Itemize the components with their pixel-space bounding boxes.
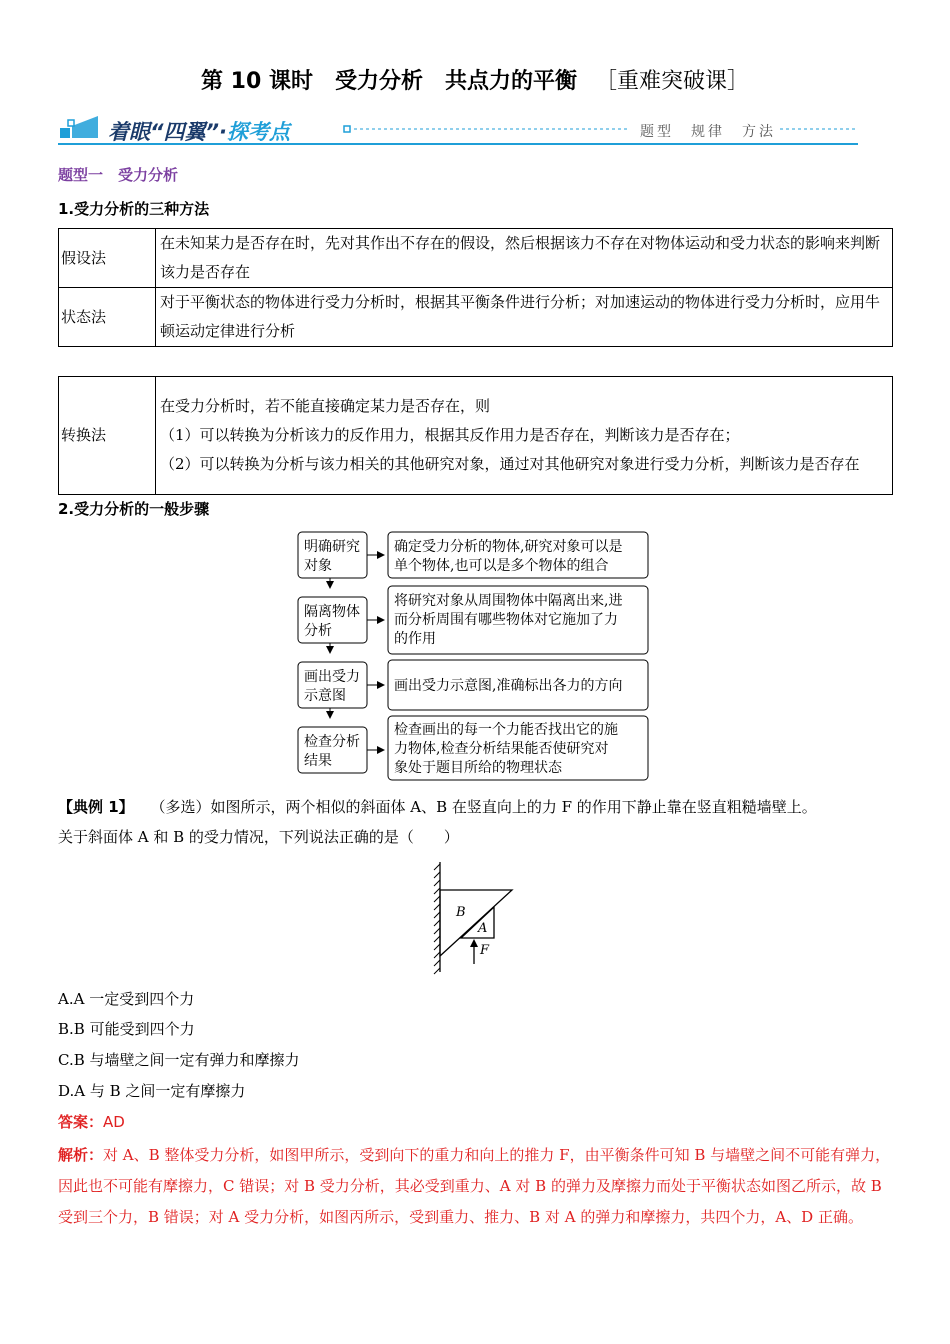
table-row [59, 229, 893, 288]
method-name: 转换法 [59, 377, 156, 495]
example-label: 【典例 1】 [58, 798, 134, 816]
banner-tab-shape [72, 116, 98, 138]
banner-accent: 探考点 [227, 120, 291, 144]
option-a: A.A 一定受到四个力 [58, 990, 195, 1008]
flow-step-label: 画出受力 [304, 669, 360, 685]
label-a: A [478, 921, 488, 936]
analysis-label: 解析： [58, 1146, 104, 1164]
flow-desc-line: 力物体,检查分析结果能否使研究对 [394, 741, 609, 757]
method-desc: 对于平衡状态的物体进行受力分析时，根据其平衡条件进行分析；对加速运动的物体进行受力分析时，应用牛顿运动定律进行分析 [156, 288, 893, 347]
conversion-table [58, 376, 893, 495]
banner-title [108, 116, 290, 146]
flow-desc-line: 的作用 [394, 631, 436, 647]
wall-hatching [434, 864, 440, 974]
flow-desc-line: 确定受力分析的物体,研究对象可以是 [394, 539, 623, 555]
analysis-text: 对 A、B 整体受力分析，如图甲所示，受到向下的重力和向上的推力 F，由平衡条件可知 B 与墙壁之间不可能有弹力，因此也不可能有摩擦力，C 错误；对 B 受力分析，其必受到重力、A 对 B 的弹力及摩擦力而处于平衡状态如图乙所示，故 B 受到三个力，B 错误；对 A 受力分析，如图丙所示，受到重力、推力、B 对 A 的弹力和摩擦力，共四个力，A、D 正确。 [58, 1146, 891, 1226]
flow-desc-line: 将研究对象从周围物体中隔离出来,进 [394, 593, 623, 609]
conversion-line: （1）可以转换为分析该力的反作用力，根据其反作用力是否存在，判断该力是否存在； [160, 426, 740, 444]
method-desc: 在未知某力是否存在时，先对其作出不存在的假设，然后根据该力不存在对物体运动和受力状态的影响来判断该力是否存在 [156, 229, 893, 288]
flow-desc-line: 而分析周围有哪些物体对它施加了力 [394, 612, 618, 628]
methods-heading: 1.受力分析的三种方法 [58, 200, 210, 218]
title-main: 第 10 课时 受力分析 共点力的平衡 [201, 69, 577, 94]
banner-lead: 着眼“四翼”· [108, 120, 228, 144]
conversion-line: 在受力分析时，若不能直接确定某力是否存在，则 [160, 397, 491, 415]
steps-flowchart [296, 530, 656, 782]
answer [58, 1111, 125, 1132]
conversion-line: （2）可以转换为分析与该力相关的其他研究对象，通过对其他研究对象进行受力分析，判断该力是否存在 [160, 455, 860, 473]
banner-small-square-icon [68, 120, 74, 126]
title-tag: ［重难突破课］ [594, 69, 749, 94]
section-heading: 题型一 受力分析 [58, 166, 179, 184]
option-c: C.B 与墙壁之间一定有弹力和摩擦力 [58, 1051, 300, 1069]
example-stem-2: 关于斜面体 A 和 B 的受力情况，下列说法正确的是（ ） [58, 828, 459, 846]
flow-step-label: 结果 [304, 753, 332, 769]
example-figure [426, 858, 522, 976]
flow-step-label: 检查分析 [304, 734, 360, 750]
method-name: 假设法 [59, 229, 156, 288]
label-f: F [480, 943, 490, 958]
example-stem [58, 792, 898, 852]
page-title [0, 64, 950, 95]
option-b: B.B 可能受到四个力 [58, 1020, 195, 1038]
option-d: D.A 与 B 之间一定有摩擦力 [58, 1082, 246, 1100]
flow-step-label: 示意图 [304, 688, 346, 704]
banner-subtitle: 题型 规律 方法 [640, 124, 776, 140]
method-name: 状态法 [59, 288, 156, 347]
flow-desc-line: 检查画出的每一个力能否找出它的施 [394, 722, 618, 738]
flow-desc-line: 象处于题目所给的物理状态 [394, 760, 562, 776]
flow-desc-line: 单个物体,也可以是多个物体的组合 [394, 558, 609, 574]
method-desc [156, 377, 893, 495]
flow-desc-line: 画出受力示意图,准确标出各力的方向 [394, 678, 623, 694]
answer-label: 答案： [58, 1113, 104, 1131]
force-f-arrowhead [470, 939, 478, 947]
answer-value: AD [103, 1113, 125, 1131]
flow-step-label: 明确研究 [304, 539, 360, 555]
banner-square-icon [60, 128, 70, 138]
example-tag: （多选） [150, 798, 211, 816]
table-row [59, 377, 893, 495]
flow-step-label: 对象 [304, 558, 332, 574]
table-row [59, 288, 893, 347]
example-stem-1: 如图所示，两个相似的斜面体 A、B 在竖直向上的力 F 的作用下静止靠在竖直粗糙墙壁上。 [210, 798, 817, 816]
label-b: B [456, 905, 466, 920]
methods-table [58, 228, 893, 347]
banner-dot-icon [344, 126, 350, 132]
analysis [58, 1140, 898, 1233]
steps-heading: 2.受力分析的一般步骤 [58, 500, 210, 518]
flow-step-label: 分析 [304, 623, 332, 639]
flow-step-label: 隔离物体 [304, 604, 360, 620]
